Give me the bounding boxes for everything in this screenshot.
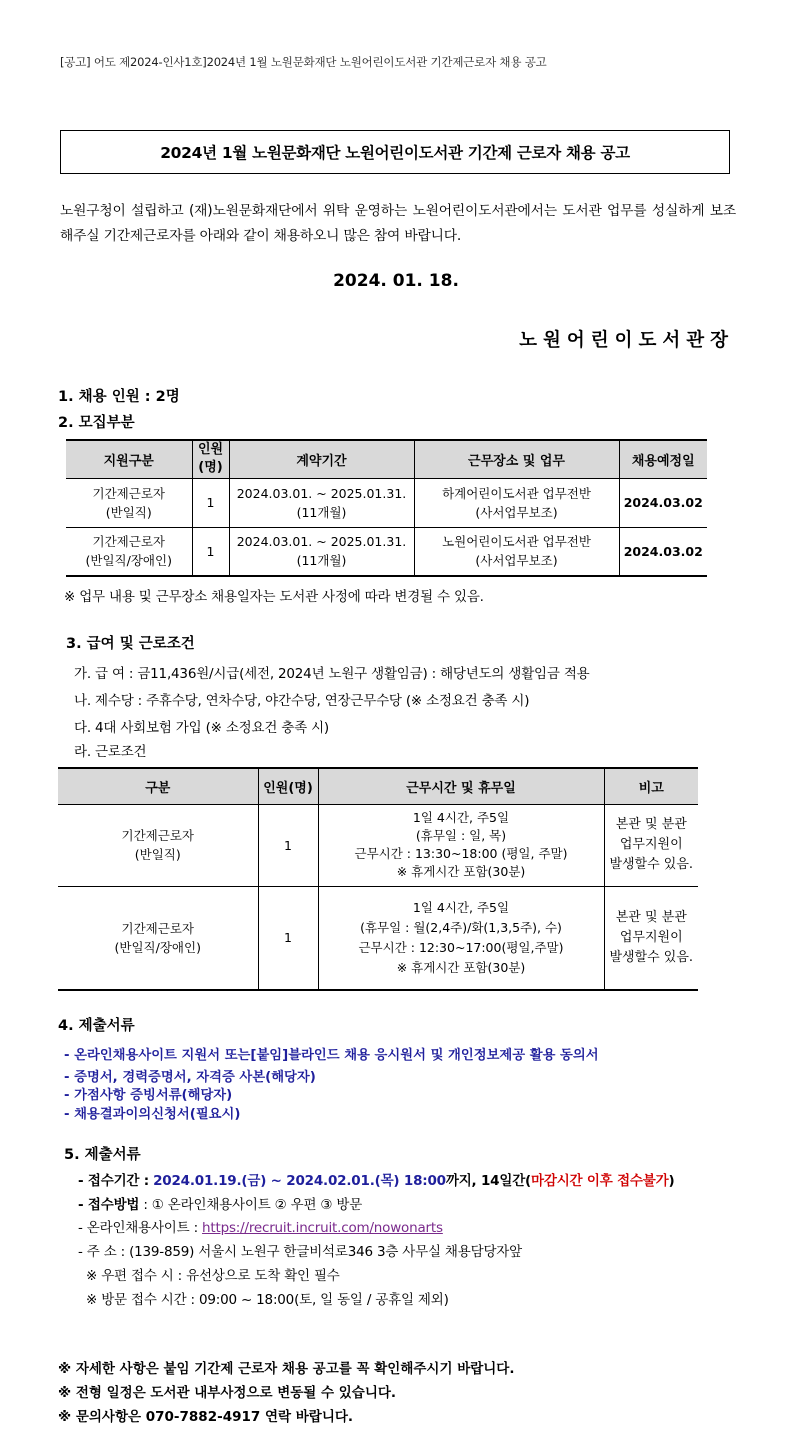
section-5-heading: 5. 제출서류	[64, 1147, 141, 1163]
work-header-remark: 비고	[604, 768, 698, 804]
work-cell-count: 1	[258, 886, 318, 990]
document-header: [공고] 어도 제2024-인사1호]2024년 1월 노원문화재단 노원어린이도서관 기간제근로자 채용 공고	[60, 55, 547, 69]
recruit-cell-date: 2024.03.02	[619, 527, 707, 576]
method-label: - 접수방법	[78, 1197, 140, 1213]
condition-work: 라. 근로조건	[74, 744, 147, 760]
signature: 노원어린이도서관장	[519, 330, 734, 351]
announcement-date: 2024. 01. 18.	[333, 271, 459, 291]
recruit-note: ※ 업무 내용 및 근무장소 채용일자는 도서관 사정에 따라 변경될 수 있음.	[64, 589, 484, 605]
recruit-cell-type: 기간제근로자 (반일직)	[66, 478, 192, 527]
recruit-header-place: 근무장소 및 업무	[414, 440, 619, 478]
recruit-table	[66, 439, 707, 577]
document-item: - 채용결과이의신청서(필요시)	[64, 1107, 241, 1122]
condition-insurance: 다. 4대 사회보험 가입 (※ 소정요건 충족 시)	[74, 720, 329, 736]
visit-note: ※ 방문 접수 시간 : 09:00 ~ 18:00(토, 일 동일 / 공휴일 제외)	[86, 1292, 449, 1308]
section-3-heading: 3. 급여 및 근로조건	[66, 636, 195, 652]
work-cell-type: 기간제근로자 (반일직/장애인)	[58, 886, 258, 990]
condition-salary: 가. 급 여 : 금11,436원/시급(세전, 2024년 노원구 생활임금) : 해당년도의 생활임금 적용	[74, 666, 590, 682]
site-label: - 온라인채용사이트 :	[78, 1220, 203, 1236]
recruit-cell-type: 기간제근로자 (반일직/장애인)	[66, 527, 192, 576]
work-header-type: 구분	[58, 768, 258, 804]
work-cell-hours: 1일 4시간, 주5일 (휴무일 : 일, 목) 근무시간 : 13:30~18:00 (평일, 주말) ※ 휴게시간 포함(30분)	[318, 804, 604, 886]
recruit-cell-date: 2024.03.02	[619, 478, 707, 527]
recruit-header-type: 지원구분	[66, 440, 192, 478]
recruit-cell-count: 1	[192, 527, 229, 576]
recruit-cell-place: 하계어린이도서관 업무전반 (사서업무보조)	[414, 478, 619, 527]
work-cell-count: 1	[258, 804, 318, 886]
page-title: 2024년 1월 노원문화재단 노원어린이도서관 기간제 근로자 채용 공고	[60, 130, 730, 174]
period-close: )	[668, 1173, 675, 1189]
document-item: - 가점사항 증빙서류(해당자)	[64, 1088, 233, 1103]
work-cell-remark: 본관 및 분관 업무지원이 발생할수 있음.	[604, 886, 698, 990]
recruit-cell-place: 노원어린이도서관 업무전반 (사서업무보조)	[414, 527, 619, 576]
work-cell-type: 기간제근로자 (반일직)	[58, 804, 258, 886]
table-row	[58, 886, 698, 990]
footer-note: ※ 전형 일정은 도서관 내부사정으로 변동될 수 있습니다.	[58, 1385, 397, 1401]
work-table	[58, 767, 698, 991]
footer-note: ※ 자세한 사항은 붙임 기간제 근로자 채용 공고를 꼭 확인해주시기 바랍니다.	[58, 1361, 515, 1377]
recruit-cell-period: 2024.03.01. ~ 2025.01.31. (11개월)	[229, 478, 414, 527]
work-cell-hours: 1일 4시간, 주5일 (휴무일 : 월(2,4주)/화(1,3,5주), 수) 근무시간 : 12:30~17:00(평일,주말) ※ 휴게시간 포함(30분)	[318, 886, 604, 990]
submission-period	[78, 1169, 674, 1189]
recruit-site-link[interactable]: https://recruit.incruit.com/nowonarts	[202, 1220, 443, 1236]
period-label: - 접수기간 :	[78, 1173, 149, 1189]
intro-paragraph: 노원구청이 설립하고 (재)노원문화재단에서 위탁 운영하는 노원어린이도서관에서는 도서관 업무를 성실하게 보조해주실 기간제근로자를 아래와 같이 채용하오니 많은 참여 바랍니다.	[60, 203, 736, 244]
submission-site	[78, 1216, 443, 1236]
recruit-header-date: 채용예정일	[619, 440, 707, 478]
condition-allowance: 나. 제수당 : 주휴수당, 연차수당, 야간수당, 연장근무수당 (※ 소정요건 충족 시)	[74, 693, 530, 709]
recruit-header-period: 계약기간	[229, 440, 414, 478]
work-cell-remark: 본관 및 분관 업무지원이 발생할수 있음.	[604, 804, 698, 886]
section-1-heading: 1. 채용 인원 : 2명	[58, 389, 180, 405]
period-warning: 마감시간 이후 접수불가	[531, 1173, 669, 1189]
method-value: : ① 온라인채용사이트 ② 우편 ③ 방문	[139, 1197, 363, 1213]
period-dates: 2024.01.19.(금) ~ 2024.02.01.(목) 18:00	[153, 1173, 446, 1189]
table-row	[66, 527, 707, 576]
document-item: - 온라인채용사이트 지원서 또는[붙임]블라인드 채용 응시원서 및 개인정보제공 활용 동의서	[64, 1048, 599, 1063]
table-row	[58, 804, 698, 886]
mail-note: ※ 우편 접수 시 : 유선상으로 도착 확인 필수	[86, 1268, 340, 1284]
work-header-count: 인원(명)	[258, 768, 318, 804]
footer-note: ※ 문의사항은 070-7882-4917 연락 바랍니다.	[58, 1409, 354, 1425]
recruit-cell-count: 1	[192, 478, 229, 527]
recruit-cell-period: 2024.03.01. ~ 2025.01.31. (11개월)	[229, 527, 414, 576]
section-4-heading: 4. 제출서류	[58, 1018, 135, 1034]
section-2-heading: 2. 모집부분	[58, 415, 135, 431]
document-item: - 증명서, 경력증명서, 자격증 사본(해당자)	[64, 1070, 316, 1085]
recruit-header-count: 인원 (명)	[192, 440, 229, 478]
work-header-hours: 근무시간 및 휴무일	[318, 768, 604, 804]
submission-method	[78, 1193, 362, 1213]
submission-address: - 주 소 : (139-859) 서울시 노원구 한글비석로346 3층 사무실 채용담당자앞	[78, 1244, 522, 1260]
table-row	[66, 478, 707, 527]
period-suffix: 까지, 14일간(	[445, 1173, 532, 1189]
